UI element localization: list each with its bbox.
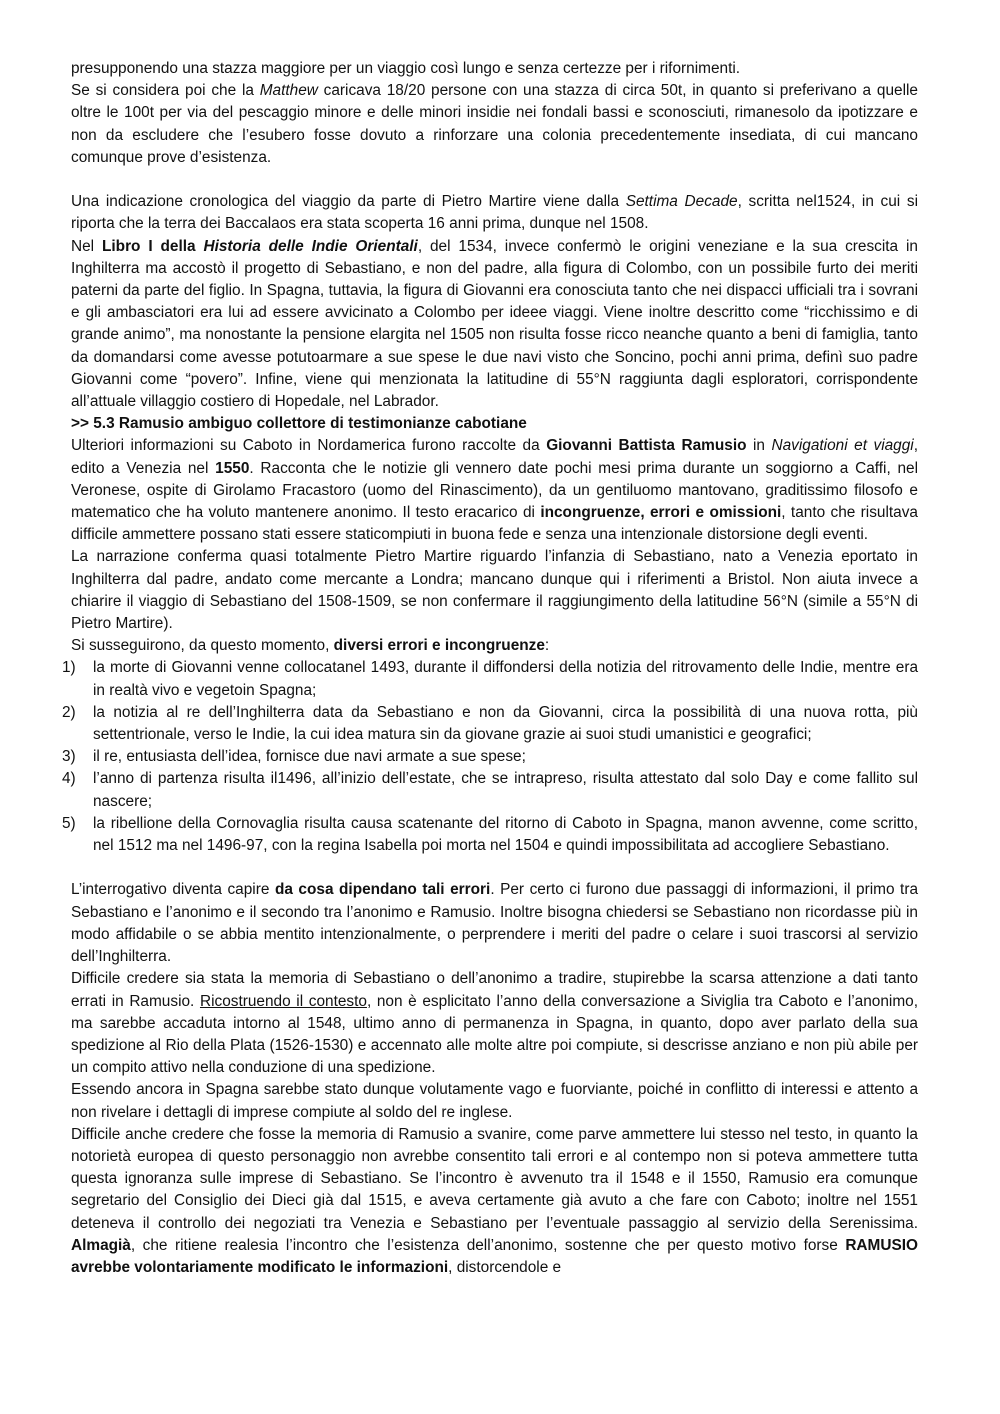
work-title: Navigationi et viaggi bbox=[771, 437, 914, 455]
paragraph-errori-intro: Si susseguirono, da questo momento, diversi errori e incongruenze: bbox=[71, 637, 550, 655]
paragraph-memoria-sebastiano: Difficile credere sia stata la memoria di Sebastiano o dell’anonimo a tradire, stupirebbe la scarsa attenzione a dati tanto errati in Ramusio. Ricostruendo il contesto, non è esplicitato l’anno della conversazione a Siviglia tra Caboto e l’anonimo, ma sarebbe accaduta intorno al 1548, ultimo anno di permanenza in Spagna, in quanto, dopo aver parlato della sua spedizione al Rio della Plata (1526-1530) e accennato alle molte altre poi compiute, si descrisse anziano e non più abile per un compito attivo nella conduzione di una spedizione. bbox=[71, 970, 918, 1077]
errors-list bbox=[62, 657, 918, 857]
paragraph-historia: Nel Libro I della Historia delle Indie Orientali, del 1534, invece confermò le origini veneziane e la sua crescita in Inghilterra ma accostò il progetto di Sebastiano, e non del padre, alla figura di Colombo, con un possibile furto dei meriti paterni da parte del figlio. In Spagna, tuttavia, la figura di Giovanni era conosciuta tanto che nei dispacci ufficiali tra i sovrani e gli ambasciatori era lui ad essere avvicinato a Colombo per ideee viaggi. Viene inoltre descritto come “ricchissimo e di grande animo”, ma nonostante la pensione elargita nel 1505 non risulta fosse ricco neanche quanto a beni di famiglia, tanto da domandarsi come avesse potutoarmare a sue spese le due navi visto che Soncino, pochi anni prima, definì suo padre Giovanni come “povero”. Infine, viene qui menzionata la latitudine di 55°N raggiunta dagli esploratori, corrispondente all’attuale villaggio costiero di Hopedale, nel Labrador. bbox=[71, 237, 918, 411]
paragraph-matthew: Se si considera poi che la Matthew caricava 18/20 persone con una stazza di circa 50t, in quanto si preferivano a quelle oltre le 100t per via del pescaggio minore e delle minori insidie nei fondali bassi e sconosciuti, rimanesolo da ipotizzare e non da escludere che l’esubero fosse dovuto a rinforzare una colonia precedentemente insediata, di cui mancano comunque prove d’esistenza. bbox=[71, 82, 918, 166]
work-title: Historia delle Indie Orientali bbox=[203, 237, 418, 255]
list-item: 4) l’anno di partenza risulta il1496, all’inizio dell’estate, che se intrapreso, risulta attestato dal solo Day e come fallito sul nascere; bbox=[62, 770, 918, 810]
underlined-phrase: Ricostruendo il contesto bbox=[199, 992, 367, 1010]
paragraph-stazza: presupponendo una stazza maggiore per un viaggio così lungo e senza certezze per i rifornimenti. bbox=[71, 60, 741, 77]
section-heading: >> 5.3 Ramusio ambiguo collettore di testimonianze cabotiane bbox=[71, 415, 527, 433]
paragraph-settima-decade: Una indicazione cronologica del viaggio da parte di Pietro Martire viene dalla Settima Decade, scritta nel1524, in cui si riporta che la terra dei Baccalaos era stata scoperta 16 anni prima, dunque nel 1508. bbox=[71, 193, 918, 233]
ship-name: Matthew bbox=[259, 82, 318, 100]
list-item: 1) la morte di Giovanni venne collocatanel 1493, durante il diffondersi della notizia del ritrovamento delle Indie, mentre era in realtà vivo e vegetoin Spagna; bbox=[62, 659, 918, 699]
paragraph-ramusio: Ulteriori informazioni su Caboto in Nordamerica furono raccolte da Giovanni Battista Ramusio in Navigationi et viaggi, edito a Venezia nel 1550. Racconta che le notizie gli vennero date pochi mesi prima durante un soggiorno a Caffi, nel Veronese, ospite di Girolamo Fracastoro (uomo del Rinascimento), da un gentiluomo mantovano, graditissimo filosofo e matematico che ha voluto mantenere anonimo. Il testo eracarico di incongruenze, errori e omissioni, tanto che risultava difficile ammettere possano stati essere staticompiuti in buona fede e senza una intenzionale distorsione degli eventi. bbox=[71, 437, 918, 544]
work-title: Settima Decade bbox=[625, 193, 738, 211]
paragraph-spagna: Essendo ancora in Spagna sarebbe stato dunque volutamente vago e fuorviante, poiché in conflitto di interessi e attento a non rivelare i dettagli di imprese compiute al soldo del re inglese. bbox=[71, 1081, 918, 1121]
list-item: 3) il re, entusiasta dell’idea, fornisce due navi armate a sue spese; bbox=[62, 748, 526, 766]
list-item: 2) la notizia al re dell’Inghilterra data da Sebastiano e non da Giovanni, circa la possibilità di una nuova rotta, più settentrionale, verso le Indie, la cui idea matura sin da giovane grazie ai suoi studi umanistici e geografici; bbox=[62, 703, 918, 744]
list-item: 5) la ribellione della Cornovaglia risulta causa scatenante del ritorno di Caboto in Spagna, manon avvenne, come scritto, nel 1512 ma nel 1496-97, con la regina Isabella poi morta nel 1504 e quindi impossibilitata ad accogliere Sebastiano. bbox=[62, 814, 918, 855]
paragraph-memoria-ramusio: Difficile anche credere che fosse la memoria di Ramusio a svanire, come parve ammettere lui stesso nel testo, in quanto la notorietà europea di questo personaggio non avrebbe consentito tali errori e al contempo non si poteva ammettere tutta questa ignoranza sulle imprese di Sebastiano. Se l’incontro è avvenuto tra il 1548 e il 1550, Ramusio era comunque segretario del Consiglio dei Dieci già dal 1515, e aveva certamente già avuto a che fare con Caboto; inoltre nel 1551 deteneva il controllo dei negoziati tra Venezia e Sebastiano per l’eventuale passaggio al servizio della Serenissima. Almagià, che ritiene realesia l’incontro che l’esistenza dell’anonimo, sostenne che per questo motivo forse RAMUSIO avrebbe volontariamente modificato le informazioni, distorcendole e bbox=[71, 1125, 918, 1276]
paragraph-interrogativo: L’interrogativo diventa capire da cosa dipendano tali errori. Per certo ci furono due passaggi di informazioni, il primo tra Sebastiano e l’anonimo e il secondo tra l’anonimo e Ramusio. Inoltre bisogna chiedersi se Sebastiano non ricordasse più in modo affidabile o se abbia mentito intenzionalmente, o perprendere i meriti del padre o celare i suoi trascorsi al servizio dell’Inghilterra. bbox=[71, 881, 919, 966]
paragraph-narrazione: La narrazione conferma quasi totalmente Pietro Martire riguardo l’infanzia di Sebastiano, nato a Venezia eportato in Inghilterra dal padre, andato come mercante a Londra; mancano dunque qui i riferimenti a Bristol. Non aiuta invece a chiarire il viaggio di Sebastiano del 1508-1509, se non confermare il raggiungimento della latitudine 56°N (simile a 55°N di Pietro Martire). bbox=[71, 548, 918, 633]
